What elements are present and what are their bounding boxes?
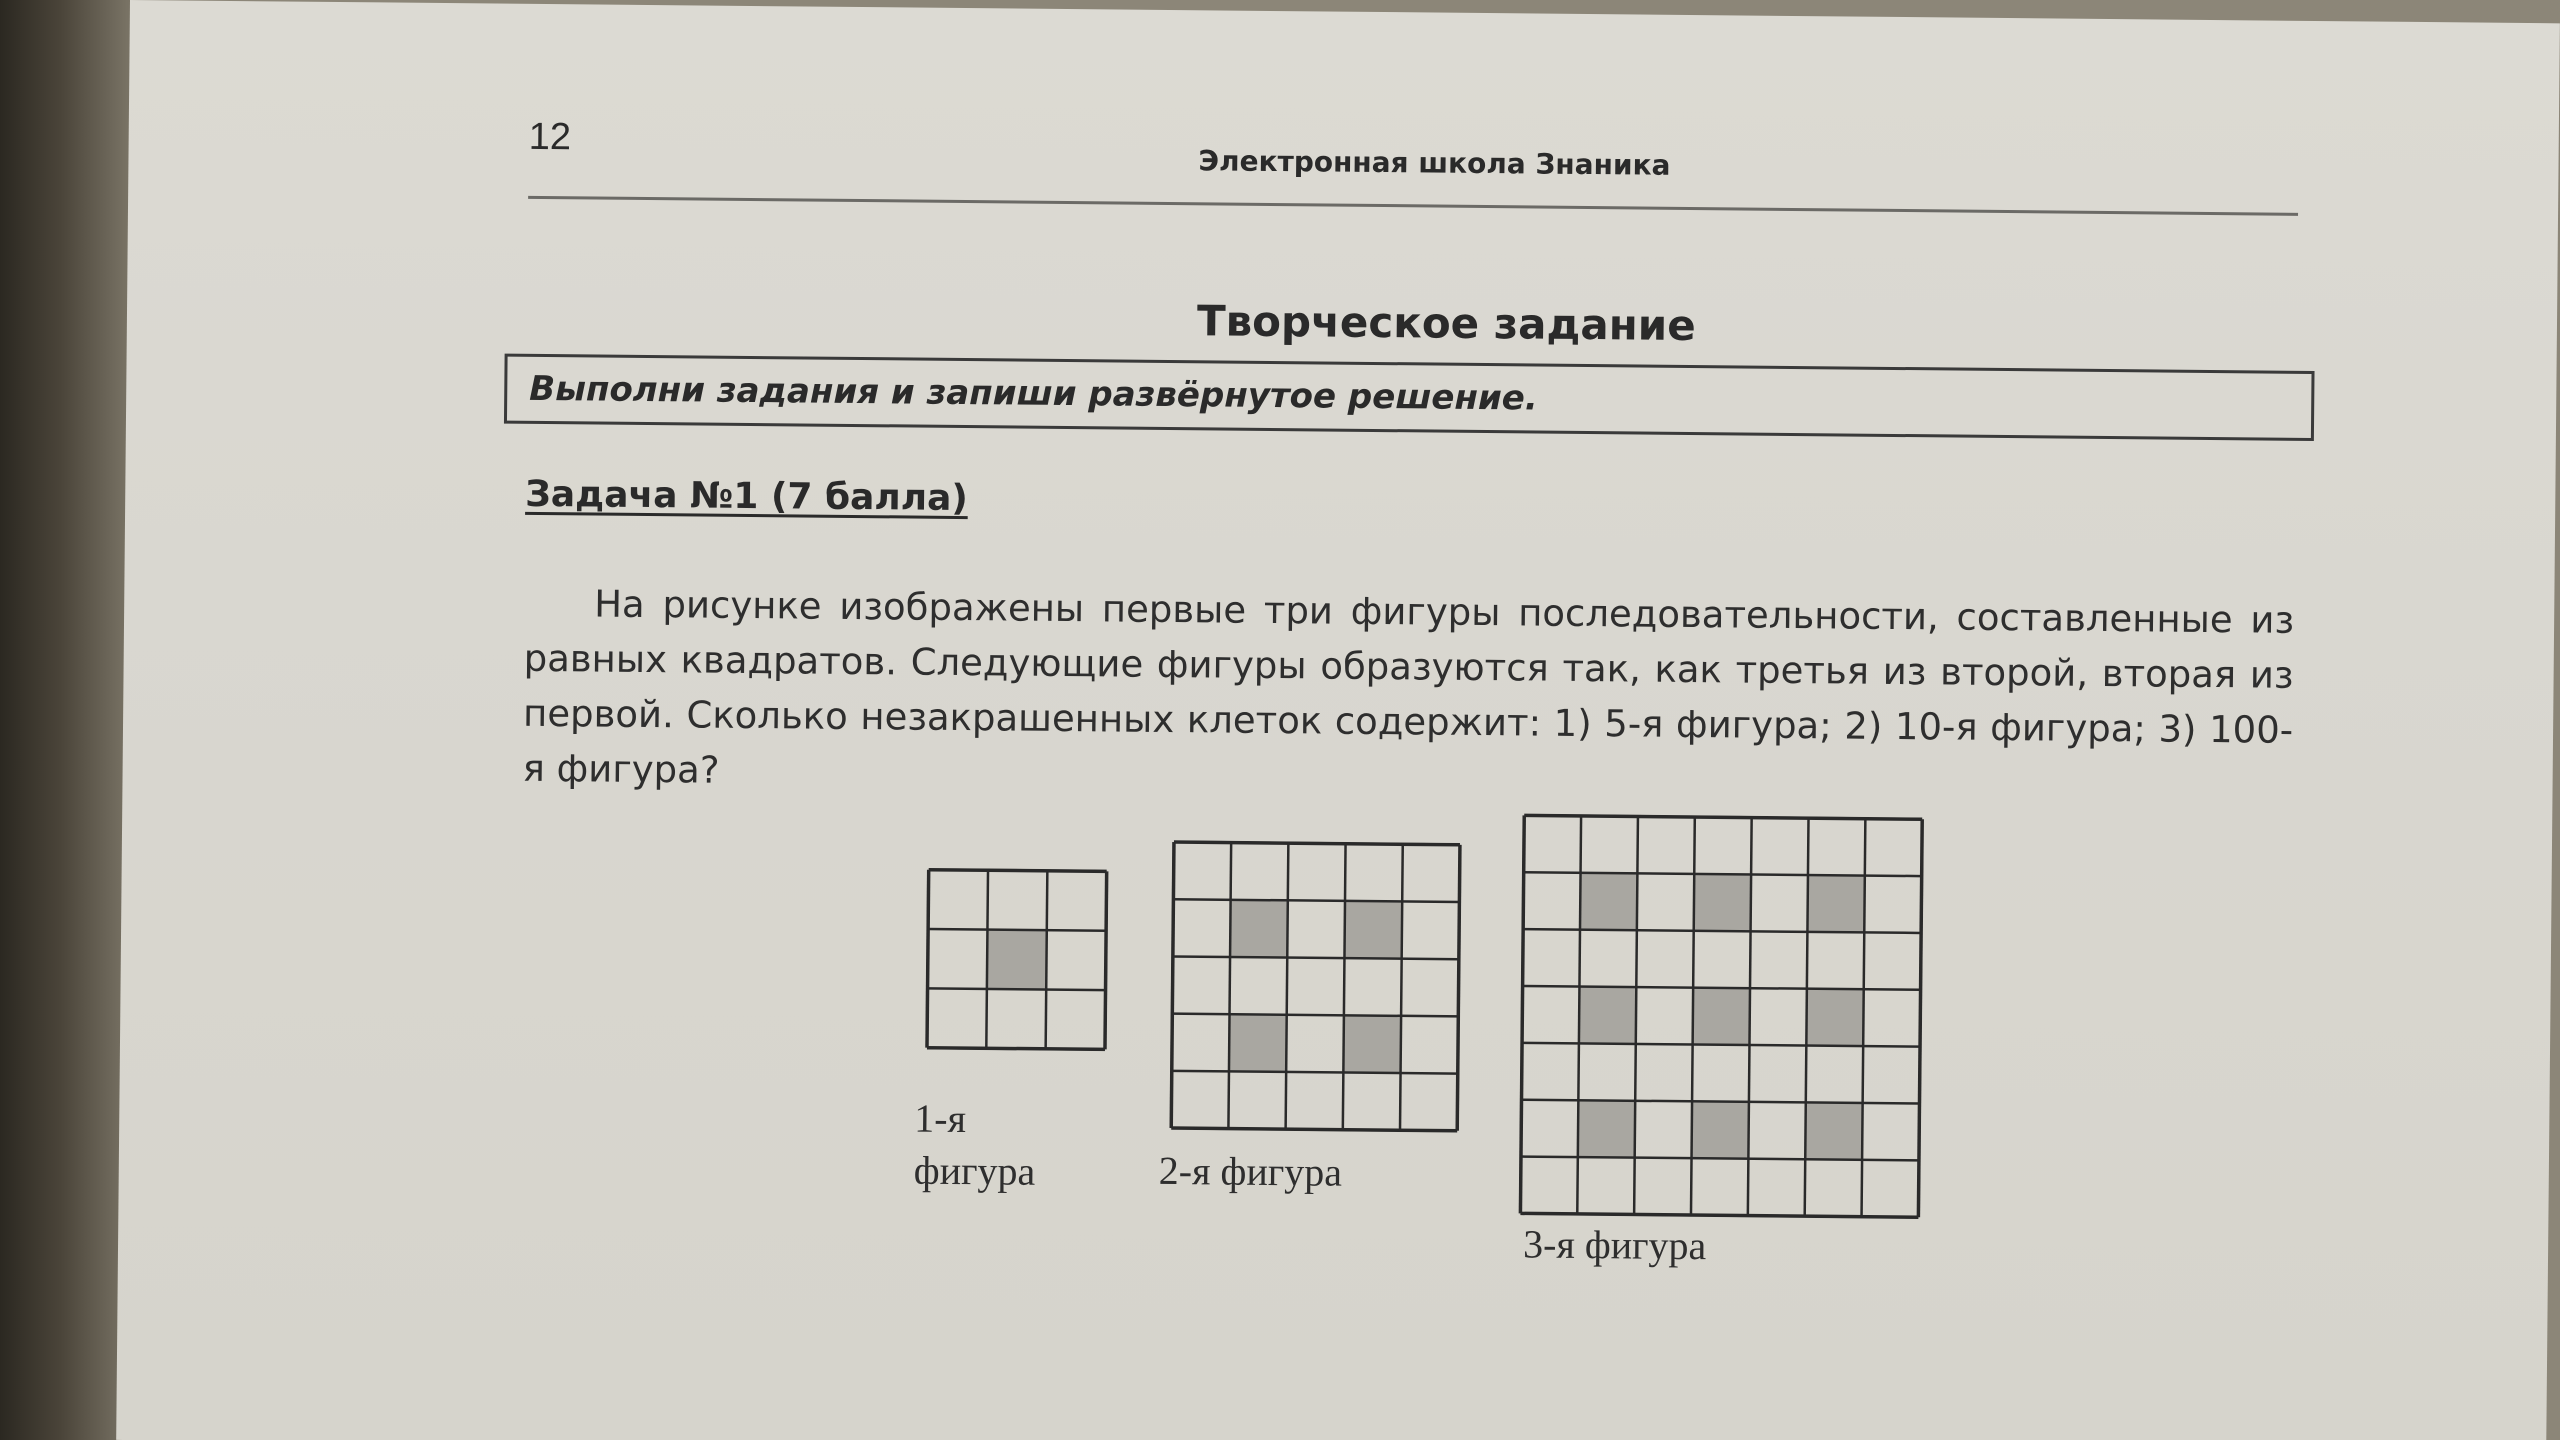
grid-line-horizontal <box>1171 1128 1457 1131</box>
shaded-cell <box>1229 1014 1287 1072</box>
grid-line-vertical <box>1171 842 1174 1128</box>
figure-1-label-line2: фигура <box>913 1147 1036 1194</box>
instruction-box <box>504 354 2315 441</box>
grid-line-vertical <box>1457 845 1460 1131</box>
grid-line-vertical <box>1228 843 1231 1129</box>
shaded-cell <box>1230 900 1288 958</box>
figure-1-label <box>914 1093 1036 1198</box>
shaded-cell <box>1693 988 1750 1045</box>
figure-3-label: 3-я фигура <box>1522 1221 1707 1269</box>
figure-1-label-line1: 1-я <box>914 1095 967 1142</box>
figure-2-grid <box>1169 840 1462 1133</box>
shaded-cell <box>1580 873 1637 930</box>
shaded-cell <box>1579 987 1636 1044</box>
grid-line-horizontal <box>1173 956 1459 959</box>
page-number: 12 <box>528 115 572 159</box>
grid-line-vertical <box>1400 844 1403 1130</box>
grid-line-horizontal <box>1173 899 1459 902</box>
grid-line-vertical <box>1105 871 1107 1049</box>
grid-line-vertical <box>1046 871 1048 1049</box>
figure-1-grid <box>925 868 1109 1052</box>
grid-line-horizontal <box>1524 815 1922 819</box>
grid-line-vertical <box>1918 819 1922 1217</box>
shaded-cell <box>1692 1101 1749 1158</box>
shaded-cell <box>1805 1102 1862 1159</box>
grid-line-vertical <box>1286 843 1289 1129</box>
grid-line-horizontal <box>1520 1213 1918 1217</box>
shaded-cell <box>1694 874 1751 931</box>
section-title: Творческое задание <box>1196 296 1696 351</box>
grid-line-vertical <box>1520 815 1524 1213</box>
grid-line-vertical <box>1343 844 1346 1130</box>
grid-line-vertical <box>986 870 988 1048</box>
header-divider <box>528 196 2298 216</box>
shaded-cell <box>1344 901 1402 959</box>
shaded-cell <box>1807 875 1864 932</box>
paper-page <box>116 0 2560 1440</box>
grid-line-horizontal <box>1172 1071 1458 1074</box>
grid-line-horizontal <box>928 988 1106 990</box>
instruction-text: Выполни задания и запиши развёрнутое решение. <box>529 368 1538 419</box>
grid-line-horizontal <box>929 870 1107 872</box>
school-name: Электронная школа Знаника <box>1198 144 1671 182</box>
task-text: На рисунке изображены первые три фигуры последовательности, составленные из равных квадратов. Следующие фигуры образуются так, как третья из второй, вторая из первой. Сколько незакрашенных клеток содержит: 1) 5-я фигура; 2) 10-я фигура; 3) 100-я фигура? <box>522 582 2295 792</box>
grid-line-horizontal <box>1174 842 1460 845</box>
figure-3 <box>1518 813 1924 1224</box>
figure-2-label: 2-я фигура <box>1158 1147 1343 1195</box>
grid-line-horizontal <box>928 929 1106 931</box>
figure-1 <box>925 868 1109 1057</box>
grid-line-horizontal <box>927 1048 1105 1050</box>
grid-line-vertical <box>927 870 929 1048</box>
shaded-cell <box>1806 989 1863 1046</box>
shaded-cell <box>1343 1015 1401 1073</box>
shaded-cell <box>1578 1100 1635 1157</box>
figure-2 <box>1169 840 1462 1138</box>
grid-line-horizontal <box>1172 1014 1458 1017</box>
task-title: Задача №1 (7 балла) <box>525 473 969 520</box>
figure-3-grid <box>1518 813 1924 1219</box>
shaded-cell <box>987 930 1047 990</box>
